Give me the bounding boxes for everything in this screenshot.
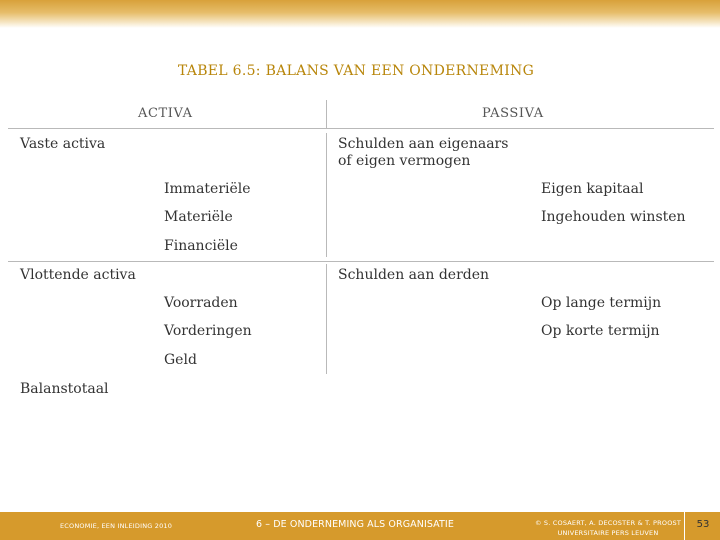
footer-divider (684, 512, 685, 540)
activa-vaste-item: Materiële (164, 209, 233, 225)
footer-copyright (528, 518, 688, 538)
footer-copyright-publisher: UNIVERSITAIRE PERS LEUVEN (557, 529, 659, 537)
page-number: 53 (696, 519, 710, 530)
passiva-eigenaars-label: Schulden aan eigenaars (338, 136, 509, 152)
activa-vlottende-item: Geld (164, 352, 197, 368)
activa-vlottende-item: Voorraden (164, 295, 238, 311)
passiva-derden-item: Op korte termijn (541, 323, 660, 339)
footer-book-title: ECONOMIE, EEN INLEIDING 2010 (60, 522, 173, 530)
passiva-derden-label: Schulden aan derden (338, 267, 490, 283)
activa-vaste-label: Vaste activa (20, 136, 106, 152)
slide-title: TABEL 6.5: BALANS VAN EEN ONDERNEMING (177, 63, 535, 79)
passiva-eigenaars-label-cont: of eigen vermogen (338, 153, 471, 169)
footer-bar (0, 512, 720, 540)
column-header-passiva: PASSIVA (482, 106, 544, 121)
table-header-divider (326, 100, 327, 128)
footer-chapter-title: 6 – DE ONDERNEMING ALS ORGANISATIE (256, 519, 454, 530)
top-decoration-bar (0, 0, 720, 28)
activa-vaste-item: Financiële (164, 238, 238, 254)
activa-vlottende-label: Vlottende activa (20, 267, 136, 283)
column-header-activa: ACTIVA (138, 106, 193, 121)
activa-balanstotaal: Balanstotaal (20, 381, 109, 397)
footer-copyright-authors: © S. COSAERT, A. DECOSTER & T. PROOST (534, 519, 682, 527)
table-column-divider-bottom (326, 264, 327, 374)
table-section-rule (8, 261, 714, 262)
table-header-rule (8, 128, 714, 129)
passiva-eigenaars-item: Ingehouden winsten (541, 209, 686, 225)
passiva-derden-item: Op lange termijn (541, 295, 662, 311)
activa-vaste-item: Immateriële (164, 181, 251, 197)
passiva-eigenaars-item: Eigen kapitaal (541, 181, 644, 197)
activa-vlottende-item: Vorderingen (164, 323, 252, 339)
table-column-divider-top (326, 133, 327, 257)
